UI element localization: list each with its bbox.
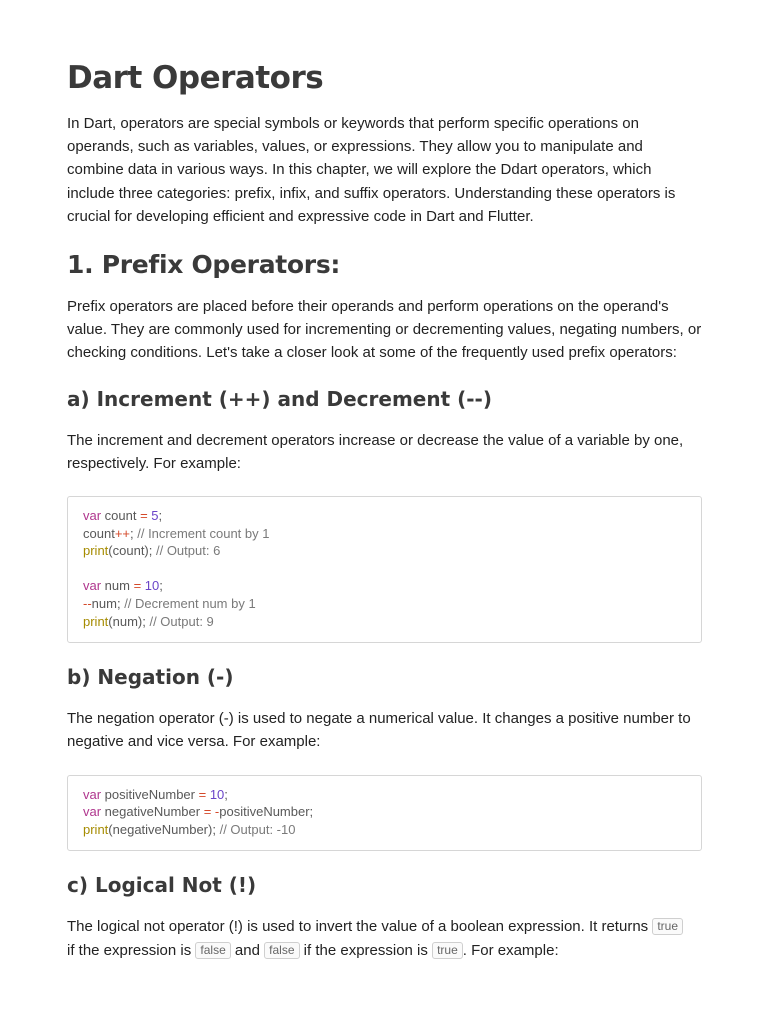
code-line xyxy=(83,507,686,525)
code-comment: // Decrement num by 1 xyxy=(124,596,256,611)
code-text: (num); xyxy=(108,613,150,629)
code-line xyxy=(83,613,686,631)
increment-paragraph: The increment and decrement operators increase or decrease the value of a variable by one, respectively. For example: xyxy=(67,431,684,472)
code-line xyxy=(83,803,686,821)
subheading-logical-not: c) Logical Not (!) xyxy=(67,873,257,898)
code-line xyxy=(83,525,686,543)
section-heading-prefix: 1. Prefix Operators: xyxy=(67,250,341,280)
code-text: ; xyxy=(130,525,138,541)
inline-code: false xyxy=(195,942,230,959)
paragraph-text: and xyxy=(230,941,265,959)
code-operator: ++ xyxy=(114,525,130,541)
code-identifier: count xyxy=(101,508,141,524)
code-operator: = xyxy=(133,578,142,594)
code-text: ; xyxy=(159,578,163,594)
paragraph-text: if the expression is xyxy=(67,941,196,959)
code-operator: -- xyxy=(83,596,92,611)
code-identifier: count xyxy=(83,525,115,541)
code-block-negation xyxy=(67,775,702,852)
inline-code: true xyxy=(432,942,463,959)
code-text: (negativeNumber); xyxy=(108,821,220,837)
negation-paragraph: The negation operator (-) is used to negate a numerical value. It changes a positive number to negative and vice versa. For example: xyxy=(67,710,691,751)
code-operator: = xyxy=(140,508,148,524)
paragraph-text: The logical not operator (!) is used to invert the value of a boolean expression. It returns xyxy=(67,918,653,936)
subheading-negation: b) Negation (-) xyxy=(67,665,234,690)
code-function: print xyxy=(83,543,109,559)
paragraph-text: if the expression is xyxy=(299,941,433,959)
code-operator: = - xyxy=(203,804,220,820)
code-comment: // Output: -10 xyxy=(219,821,296,837)
code-identifier: positiveNumber xyxy=(101,786,199,802)
code-function: print xyxy=(83,821,109,837)
code-blank-line xyxy=(83,560,686,578)
inline-code: false xyxy=(264,942,299,959)
code-keyword: var xyxy=(83,786,102,802)
intro-paragraph: In Dart, operators are special symbols or keywords that perform specific operations on operands, such as variables, values, or expressions. They allow you to manipulate and combine data in various ways. In this chapter, we will explore the Ddart operators, which include three categories: prefix, infix, and suffix operators. Understanding these operators is crucial for developing efficient and expressive code in Dart and Flutter. xyxy=(67,115,676,225)
code-line xyxy=(83,786,686,804)
code-keyword: var xyxy=(83,508,102,524)
code-text: ; xyxy=(224,786,228,802)
code-operator: = xyxy=(198,786,207,802)
code-line xyxy=(83,577,686,595)
code-line xyxy=(83,821,686,839)
code-comment: // Output: 6 xyxy=(155,543,221,559)
code-identifier: negativeNumber xyxy=(101,804,204,820)
code-number: 5 xyxy=(147,508,159,524)
code-identifier: num xyxy=(101,578,134,594)
code-block-increment xyxy=(67,496,702,643)
code-function: print xyxy=(83,613,109,629)
code-text: (count); xyxy=(108,543,156,559)
code-keyword: var xyxy=(83,578,102,594)
prefix-paragraph: Prefix operators are placed before their operands and perform operations on the operand's value. They are commonly used for incrementing or decrementing values, negating numbers, or checking conditions. Let's take a closer look at some of the frequently used prefix operators: xyxy=(67,298,702,362)
code-comment: // Increment count by 1 xyxy=(137,525,270,541)
code-text: ; xyxy=(158,508,163,524)
subheading-increment-decrement: a) Increment (++) and Decrement (--) xyxy=(67,386,492,411)
logical-not-paragraph xyxy=(67,915,702,961)
code-keyword: var xyxy=(83,804,102,820)
code-number: 10 xyxy=(141,578,160,594)
code-text: positiveNumber; xyxy=(219,804,314,820)
code-number: 10 xyxy=(206,786,225,802)
page-title: Dart Operators xyxy=(67,60,324,96)
paragraph-text: . For example: xyxy=(462,941,559,959)
code-line xyxy=(83,595,686,613)
code-line xyxy=(83,542,686,560)
code-comment: // Output: 9 xyxy=(149,613,214,629)
code-text: num; xyxy=(91,596,125,611)
inline-code: true xyxy=(652,918,683,935)
